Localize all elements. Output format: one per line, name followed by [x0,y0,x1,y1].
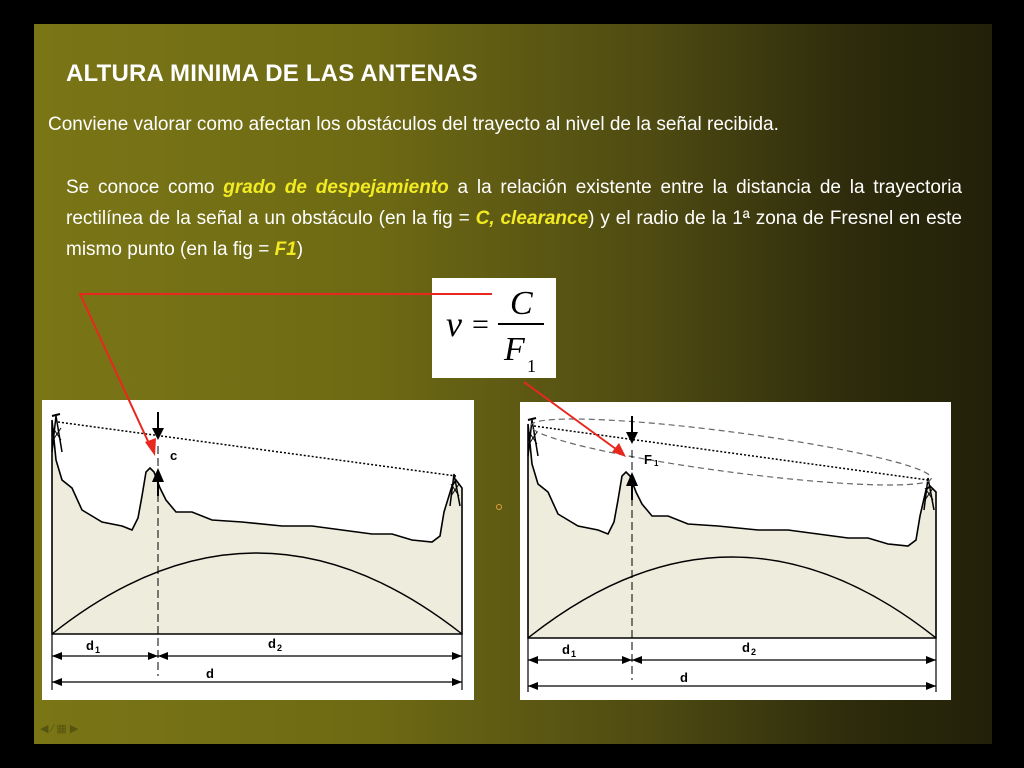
fresnel-label: F [644,452,652,467]
arrow-to-fresnel [524,382,620,452]
formula-numerator: C [510,285,533,322]
d1-label: d [86,638,94,653]
d1-sub: 1 [95,645,101,655]
formula-denominator: F [504,331,525,368]
arrow-head-fresnel-icon [612,443,626,457]
d2-label: d [268,636,276,651]
para-text-3: ) y el radio de la 1ª zona de Fresnel en este mismo punto (en la fig = [66,208,962,260]
d-label: d [206,666,214,681]
formula-denominator-sub: 1 [527,356,536,376]
d-label: d [680,670,688,685]
slide-subtitle: Conviene valorar como afectan los obstáculos del trayecto al nivel de la señal recibida. [48,114,779,135]
slide-nav-controls[interactable]: ◀ ⁄ ▦ ▶ [40,723,79,735]
pointer-dot [496,504,502,510]
d1-label: d [562,642,570,657]
formula-equals: = [472,308,489,341]
fresnel-sub: 1 [654,459,659,468]
annotation-arrows [34,24,992,744]
arrow-to-clearance [80,294,492,450]
highlight-f1: F1 [274,239,297,260]
highlight-clearance: C, clearance [475,208,589,229]
para-text-1: Se conoce como [66,177,224,198]
para-text-4: ) [296,239,304,260]
d2-sub: 2 [751,647,757,657]
slide-title: ALTURA MINIMA DE LAS ANTENAS [66,60,478,87]
slide [34,24,992,744]
clearance-label: c [170,448,178,463]
d2-sub: 2 [277,643,283,653]
highlight-grado: grado de despejamiento [223,177,449,198]
formula-nu: ν [446,304,462,344]
d2-label: d [742,640,750,655]
para-text-2: a la relación existente entre la distancia de la trayectoria rectilínea de la señal a un obstáculo (en la fig = [66,177,963,229]
d1-sub: 1 [571,649,577,659]
